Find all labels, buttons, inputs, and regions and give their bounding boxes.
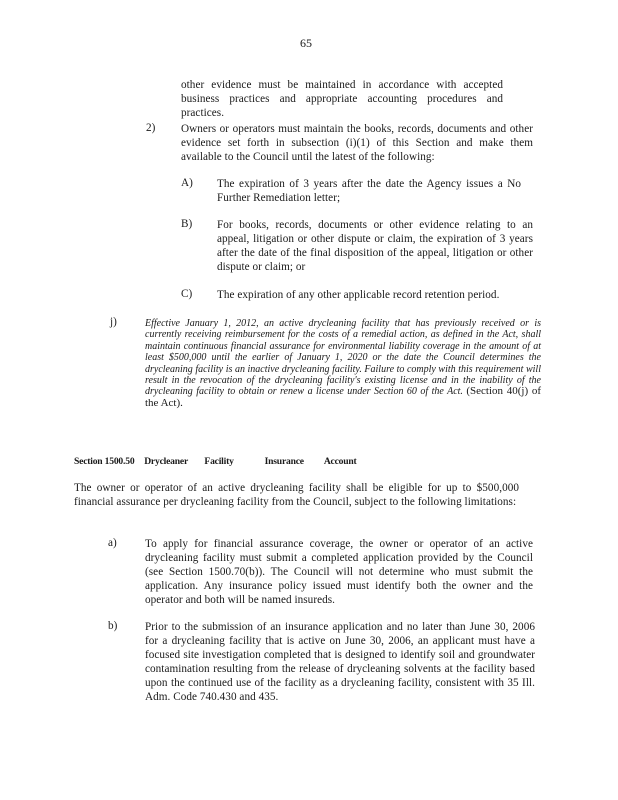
sub-item-a-text: The expiration of 3 years after the date the Agency issues a No Further Remediation letter; bbox=[217, 178, 521, 204]
sub-item-c-text: The expiration of any other applicable record retention period. bbox=[217, 289, 500, 301]
limitation-b-label: b) bbox=[108, 620, 118, 632]
item-j-block bbox=[145, 318, 541, 409]
sub-item-b-text: For books, records, documents or other evidence relating to an appeal, litigation or other dispute or claim, the expiration of 3 years after the date of the final disposition of the appeal, litigation or other dispute or claim; or bbox=[217, 219, 533, 273]
item-j-citation: (Section 40(j) of the Act). bbox=[145, 385, 542, 409]
sub-item-b-label: B) bbox=[181, 218, 193, 230]
item-j-text: Effective January 1, 2012, an active drycleaning facility that has previously received or is currently receiving reimbursement for the costs of a remedial action, as defined in the Act, shall maintain continuous financial assurance for environmental liability coverage in the amount of at least $500,000 until the earlier of January 1, 2020 or the date the Council determines the drycleaning facility is an inactive drycleaning facility. Failure to comply with this requirement will result in the revocation of the drycleaning facility's existing license and in the inability of the drycleaning facility to obtain or renew a license under Section 60 of the Act. bbox=[145, 318, 541, 398]
section-title-word-4: Account bbox=[323, 456, 357, 467]
section-number: Section 1500.50 bbox=[74, 456, 135, 467]
carryover-paragraph: other evidence must be maintained in accordance with accepted business practices and appropriate accounting procedures and practices. bbox=[181, 79, 503, 119]
limitation-a-text: To apply for financial assurance coverage, the owner or operator of an active drycleaning facility must submit a completed application provided by the Council (see Section 1500.70(b)). The Council will not determine who must submit the application. Any insurance policy issued must identify both the owner and the operator and both will be named insureds. bbox=[145, 538, 533, 606]
section-title-word-2: Facility bbox=[204, 456, 234, 467]
section-intro: The owner or operator of an active drycleaning facility shall be eligible for up to $500,000 financial assurance per drycleaning facility from the Council, subject to the following limitations: bbox=[74, 482, 519, 508]
limitation-b-text: Prior to the submission of an insurance application and no later than June 30, 2006 for a drycleaning facility that is active on June 30, 2006, an applicant must have a focused site investigation completed that is designed to identify soil and groundwater contamination resulting from the release of drycleaning solvents at the facility based upon the continued use of the facility as a drycleaning facility, consistent with 35 Ill. Adm. Code 740.430 and 435. bbox=[145, 621, 535, 703]
item-2-label: 2) bbox=[146, 122, 156, 134]
sub-item-c-label: C) bbox=[181, 288, 193, 300]
limitation-a-label: a) bbox=[108, 537, 117, 549]
sub-item-a-label: A) bbox=[181, 177, 193, 189]
section-title-word-3: Insurance bbox=[264, 456, 304, 467]
page-number: 65 bbox=[300, 36, 312, 50]
section-title-word-1: Drycleaner bbox=[144, 456, 189, 467]
item-2-text: Owners or operators must maintain the books, records, documents and other evidence set forth in subsection (i)(1) of this Section and make them available to the Council until the latest of the following: bbox=[181, 123, 533, 163]
item-j-label: j) bbox=[110, 316, 117, 328]
section-heading bbox=[74, 456, 374, 467]
